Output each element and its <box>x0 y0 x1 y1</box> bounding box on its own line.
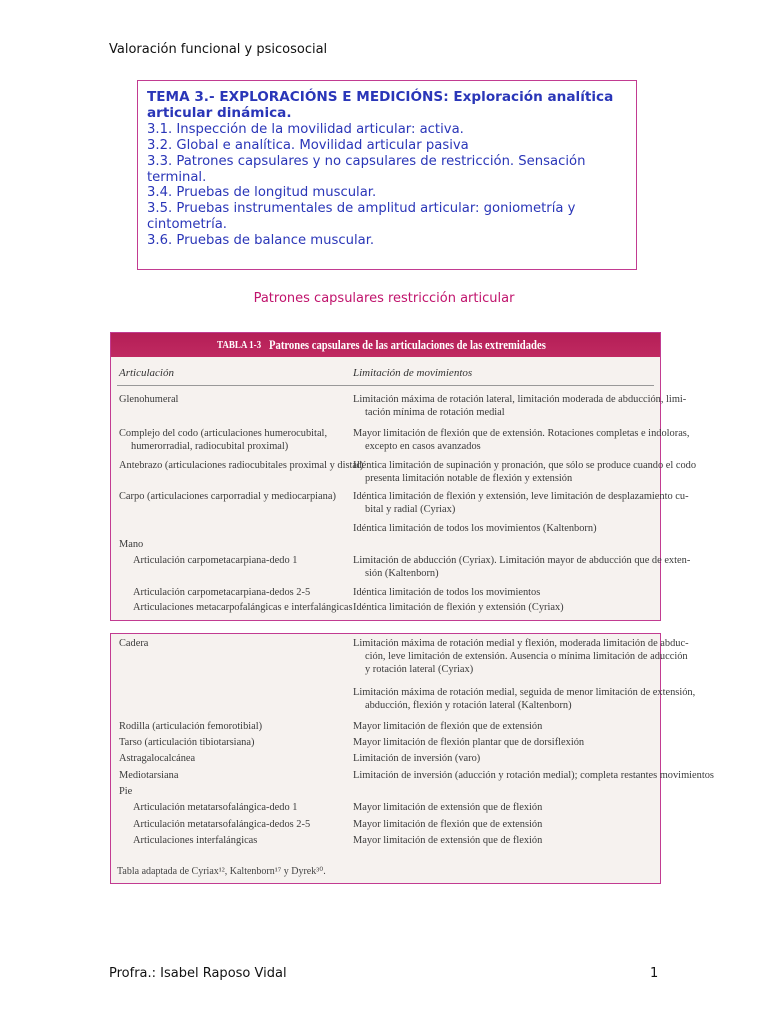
cell-line: Pie <box>119 786 133 797</box>
cell-line: Mediotarsiana <box>119 770 179 781</box>
topic-item: 3.1. Inspección de la movilidad articular: activa. <box>147 121 464 137</box>
table-row-limitacion <box>353 459 696 485</box>
table-row-articulacion <box>119 459 363 472</box>
cell-line: Articulaciones metacarpofalángicas e interfalángicas <box>133 602 353 613</box>
cell-line: Rodilla (articulación femorotibial) <box>119 721 263 732</box>
table-row-articulacion <box>119 818 310 831</box>
cell-line: humerorradial, radiocubital proximal) <box>131 441 289 453</box>
cell-line: Mayor limitación de flexión que de extensión. Rotaciones completas e indoloras, <box>353 428 690 439</box>
cell-line: Limitación de inversión (varo) <box>353 753 481 764</box>
cell-line: abducción, flexión y rotación lateral (Kaltenborn) <box>365 700 572 712</box>
table-row-limitacion <box>353 522 597 535</box>
table-row-articulacion <box>119 427 327 453</box>
cell-line: Articulación metatarsofalángica-dedos 2-5 <box>133 819 311 830</box>
table-row-articulacion <box>119 586 310 599</box>
topic-item: 3.2. Global e analítica. Movilidad articular pasiva <box>147 137 469 153</box>
topic-item: 3.5. Pruebas instrumentales de amplitud articular: goniometría y cintometría. <box>147 201 576 233</box>
header-divider <box>117 385 654 386</box>
cell-line: Limitación de abducción (Cyriax). Limitación mayor de abducción que de exten- <box>353 555 691 566</box>
table-row-articulacion <box>119 490 336 503</box>
table-title-bar <box>111 333 660 357</box>
cell-line: Mano <box>119 539 144 550</box>
cell-line: Cadera <box>119 638 149 649</box>
cell-line: Mayor limitación de extensión que de flexión <box>353 835 543 846</box>
topic-box <box>137 80 637 270</box>
cell-line: sión (Kaltenborn) <box>365 568 439 580</box>
cell-line: Idéntica limitación de flexión y extensión (Cyriax) <box>353 602 564 613</box>
table-row-articulacion <box>119 393 178 406</box>
table-row-articulacion <box>119 720 262 733</box>
cell-line: Idéntica limitación de todos los movimientos <box>353 587 541 598</box>
cell-line: bital y radial (Cyriax) <box>365 504 456 516</box>
table-title: Patrones capsulares de las articulaciones de las extremidades <box>269 337 546 352</box>
table-row-limitacion <box>353 490 689 516</box>
cell-line: Complejo del codo (articulaciones humerocubital, <box>119 428 328 439</box>
page-header: Valoración funcional y psicosocial <box>109 42 328 57</box>
table-row-limitacion <box>353 393 686 419</box>
table-row-limitacion <box>353 554 690 580</box>
topic-item: 3.3. Patrones capsulares y no capsulares de restricción. Sensación terminal. <box>147 153 586 185</box>
cell-line: Limitación máxima de rotación medial y flexión, moderada limitación de abduc- <box>353 638 689 649</box>
cell-line: Articulaciones interfalángicas <box>133 835 258 846</box>
table-row-articulacion <box>119 801 297 814</box>
page-number: 1 <box>650 966 659 981</box>
capsular-patterns-table-lower <box>110 633 714 884</box>
cell-line: Mayor limitación de flexión que de extensión <box>353 819 543 830</box>
table-row-articulacion <box>119 554 297 567</box>
table-label: TABLA 1-3 <box>217 339 262 351</box>
topic-title: TEMA 3.- EXPLORACIÓNS E MEDICIÓNS: Exploración analítica articular dinámica. <box>147 89 614 121</box>
table-row-limitacion <box>353 736 584 749</box>
cell-line: Astragalocalcánea <box>119 753 196 764</box>
cell-line: Articulación metatarsofalángica-dedo 1 <box>133 802 298 813</box>
topic-item: 3.4. Pruebas de longitud muscular. <box>147 185 377 201</box>
cell-line: tación mínima de rotación medial <box>365 407 505 419</box>
cell-line: Idéntica limitación de todos los movimientos (Kaltenborn) <box>353 523 597 534</box>
cell-line: Idéntica limitación de flexión y extensión, leve limitación de desplazamiento cu- <box>353 491 689 502</box>
table-row-limitacion <box>353 801 542 814</box>
table-row-articulacion <box>119 637 148 650</box>
table-row-limitacion <box>353 601 564 614</box>
cell-line: y rotación lateral (Cyriax) <box>365 664 474 676</box>
table-footnote: Tabla adaptada de Cyriax¹², Kaltenborn¹⁷ y Dyrek³⁰. <box>117 866 326 877</box>
table-row-articulacion <box>119 736 254 749</box>
cell-line: Mayor limitación de flexión plantar que de dorsiflexión <box>353 737 585 748</box>
cell-line: Glenohumeral <box>119 394 179 405</box>
table-row-limitacion <box>353 818 542 831</box>
cell-line: Tarso (articulación tibiotarsiana) <box>119 737 255 748</box>
table-row-limitacion <box>353 427 689 453</box>
capsular-patterns-table-upper <box>110 332 697 621</box>
table-row-limitacion <box>353 686 695 712</box>
table-row-limitacion <box>353 769 714 782</box>
table-row-articulacion <box>119 785 132 798</box>
topic-item: 3.6. Pruebas de balance muscular. <box>147 233 375 249</box>
cell-line: Antebrazo (articulaciones radiocubitales proximal y distal) <box>119 460 364 471</box>
table-row-articulacion <box>119 769 178 782</box>
cell-line: Limitación máxima de rotación lateral, limitación moderada de abducción, limi- <box>353 394 687 405</box>
cell-line: Articulación carpometacarpiana-dedos 2-5 <box>133 587 311 598</box>
cell-line: excepto en casos avanzados <box>365 441 481 453</box>
table-row-articulacion <box>119 834 257 847</box>
table-row-articulacion <box>119 538 143 551</box>
cell-line: Carpo (articulaciones carporradial y mediocarpiana) <box>119 491 336 502</box>
cell-line: Mayor limitación de flexión que de extensión <box>353 721 543 732</box>
table-row-limitacion <box>353 752 480 765</box>
cell-line: Idéntica limitación de supinación y pronación, que sólo se produce cuando el codo <box>353 460 697 471</box>
cell-line: Articulación carpometacarpiana-dedo 1 <box>133 555 298 566</box>
table-row-articulacion <box>119 601 353 614</box>
footer-author: Profra.: Isabel Raposo Vidal <box>109 966 287 981</box>
table-row-limitacion <box>353 834 542 847</box>
cell-line: Mayor limitación de extensión que de flexión <box>353 802 543 813</box>
table-row-limitacion <box>353 720 542 733</box>
cell-line: presenta limitación notable de flexión y extensión <box>365 473 573 485</box>
section-heading: Patrones capsulares restricción articular <box>253 291 515 306</box>
column-header-articulacion: Articulación <box>119 367 174 379</box>
cell-line: Limitación máxima de rotación medial, seguida de menor limitación de extensión, <box>353 687 696 698</box>
table-row-articulacion <box>119 752 195 765</box>
table-row-limitacion <box>353 637 689 677</box>
cell-line: ción, leve limitación de extensión. Ausencia o mínima limitación de aducción <box>365 651 688 663</box>
column-header-limitacion: Limitación de movimientos <box>353 367 473 379</box>
table-row-limitacion <box>353 586 540 599</box>
cell-line: Limitación de inversión (aducción y rotación medial); completa restantes movimientos <box>353 770 714 781</box>
